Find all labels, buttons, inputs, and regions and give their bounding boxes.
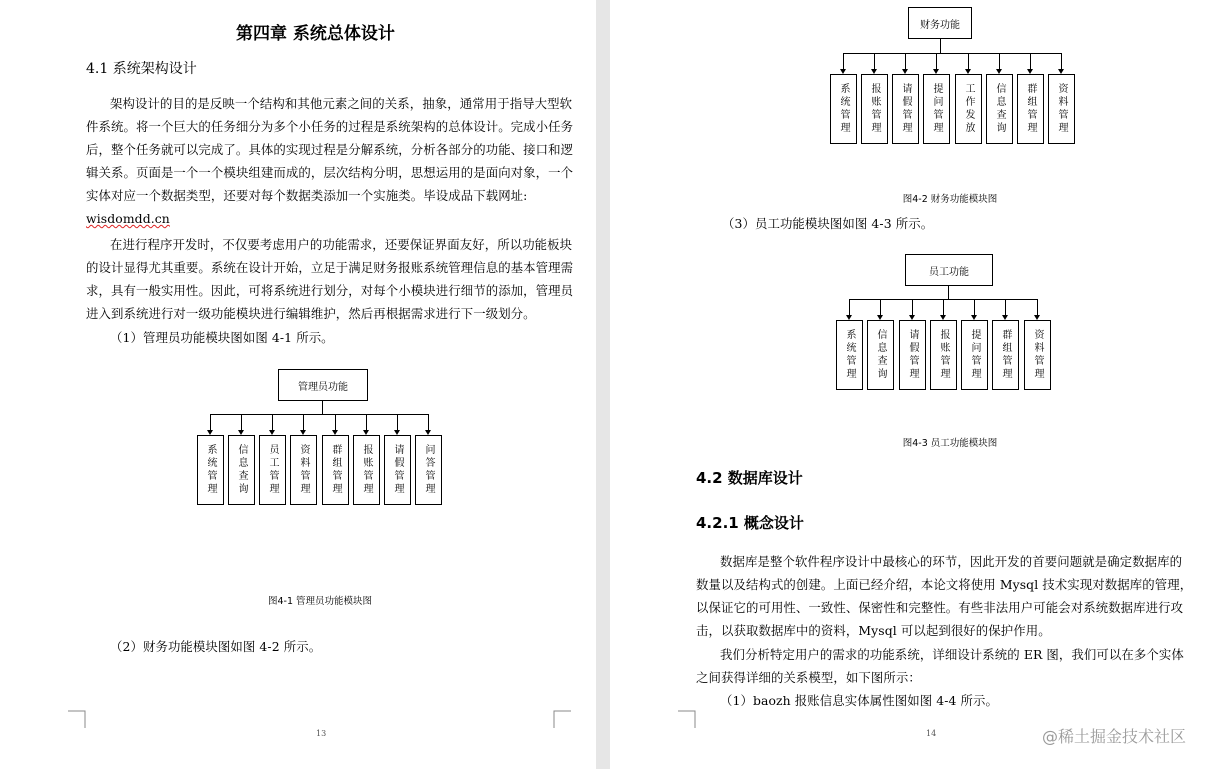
margin-corner-mark — [68, 710, 86, 728]
module-box: 请假管理 — [892, 74, 919, 144]
paragraph-line: 在进行程序开发时，不仅要考虑用户的功能需求，还要保证界面友好，所以功能板块 — [110, 237, 573, 252]
figure-caption: 图4-3 员工功能模块图 — [902, 438, 998, 449]
module-box: 信息查询 — [867, 320, 894, 390]
paragraph-line: 架构设计的目的是反映一个结构和其他元素之间的关系，抽象，通常用于指导大型软 — [110, 96, 573, 111]
module-box: 群组管理 — [1017, 74, 1044, 144]
module-box: 请假管理 — [899, 320, 926, 390]
module-box: 提问管理 — [923, 74, 950, 144]
paragraph-line: 以保证它的可用性、一致性、保密性和完整性。有些非法用户可能会对系统数据库进行攻 — [696, 600, 1184, 615]
module-box: 信息查询 — [228, 435, 255, 505]
paragraph-line: 求，具有一般实用性。因此，可将系统进行划分，对每个小模块进行细节的添加，管理员 — [86, 283, 574, 298]
module-box: 问答管理 — [415, 435, 442, 505]
figure-caption: 图4-2 财务功能模块图 — [902, 194, 998, 205]
figure-caption: 图4-1 管理员功能模块图 — [267, 596, 373, 607]
paragraph-line: 之间获得详细的关系模型，如下图所示： — [696, 670, 921, 685]
diagram-root: 管理员功能 — [278, 369, 368, 401]
paragraph-line: 后，整个任务就可以完成了。具体的实现过程是分解系统，分析各部分的功能、接口和逻 — [86, 142, 574, 157]
margin-corner-mark — [678, 710, 696, 728]
page-number: 13 — [316, 729, 327, 738]
module-box: 资料管理 — [1048, 74, 1075, 144]
module-box: 系统管理 — [836, 320, 863, 390]
module-box: 报账管理 — [861, 74, 888, 144]
paragraph-line: 我们分析特定用户的需求的功能系统，详细设计系统的 ER 图，我们可以在多个实体 — [720, 647, 1184, 662]
chapter-title: 第四章 系统总体设计 — [236, 24, 395, 44]
module-box: 资料管理 — [1024, 320, 1051, 390]
document-page-14 — [610, 0, 1206, 769]
watermark: @稀土掘金技术社区 — [1041, 727, 1186, 746]
subsection-title: 4.2.1 概念设计 — [696, 514, 804, 532]
section-title: 4.2 数据库设计 — [696, 469, 803, 487]
module-box: 群组管理 — [992, 320, 1019, 390]
module-box: 提问管理 — [961, 320, 988, 390]
paragraph-line: 数据库是整个软件程序设计中最核心的环节，因此开发的首要问题就是确定数据库的 — [720, 554, 1183, 569]
module-box: 系统管理 — [830, 74, 857, 144]
paragraph-line: 进入到系统进行对一级功能模块进行编辑维护，然后再根据需求进行下一级划分。 — [86, 306, 536, 321]
module-box: 资料管理 — [290, 435, 317, 505]
module-box: 系统管理 — [197, 435, 224, 505]
module-box: 请假管理 — [384, 435, 411, 505]
diagram-root: 财务功能 — [908, 7, 972, 39]
paragraph-line: 辑关系。页面是一个一个模块组建而成的，层次结构分明，思想运用的是面向对象，一个 — [86, 165, 574, 180]
list-item: （1）管理员功能模块图如图 4-1 所示。 — [110, 330, 334, 345]
paragraph-line: 件系统。将一个巨大的任务细分为多个小任务的过程是系统架构的总体设计。完成小任务 — [86, 119, 574, 134]
module-box: 报账管理 — [930, 320, 957, 390]
module-box: 群组管理 — [322, 435, 349, 505]
module-box: 工作发放 — [955, 74, 982, 144]
module-box: 报账管理 — [353, 435, 380, 505]
list-item: （2）财务功能模块图如图 4-2 所示。 — [110, 639, 322, 654]
paragraph-line: 数量以及结构式的创建。上面已经介绍，本论文将使用 Mysql 技术实现对数据库的管理， — [696, 577, 1193, 592]
list-item: （1）baozh 报账信息实体属性图如图 4-4 所示。 — [720, 693, 998, 708]
diagram-root: 员工功能 — [905, 254, 993, 286]
margin-corner-mark — [553, 710, 571, 728]
paragraph-line: 的设计显得尤其重要。系统在设计开始，立足于满足财务报账系统管理信息的基本管理需 — [86, 260, 574, 275]
section-title: 4.1 系统架构设计 — [86, 61, 197, 77]
module-box: 信息查询 — [986, 74, 1013, 144]
document-page-13 — [0, 0, 596, 769]
module-box: 员工管理 — [259, 435, 286, 505]
paragraph-line: 实体对应一个数据类型，还要对每个数据类添加一个实施类。毕设成品下载网址: — [86, 188, 528, 203]
page-number: 14 — [926, 729, 937, 738]
list-item: （3）员工功能模块图如图 4-3 所示。 — [722, 216, 934, 231]
url-text: wisdomdd.cn — [86, 211, 170, 226]
paragraph-line: 击，以获取数据库中的资料，Mysql 可以起到很好的保护作用。 — [696, 623, 1051, 638]
